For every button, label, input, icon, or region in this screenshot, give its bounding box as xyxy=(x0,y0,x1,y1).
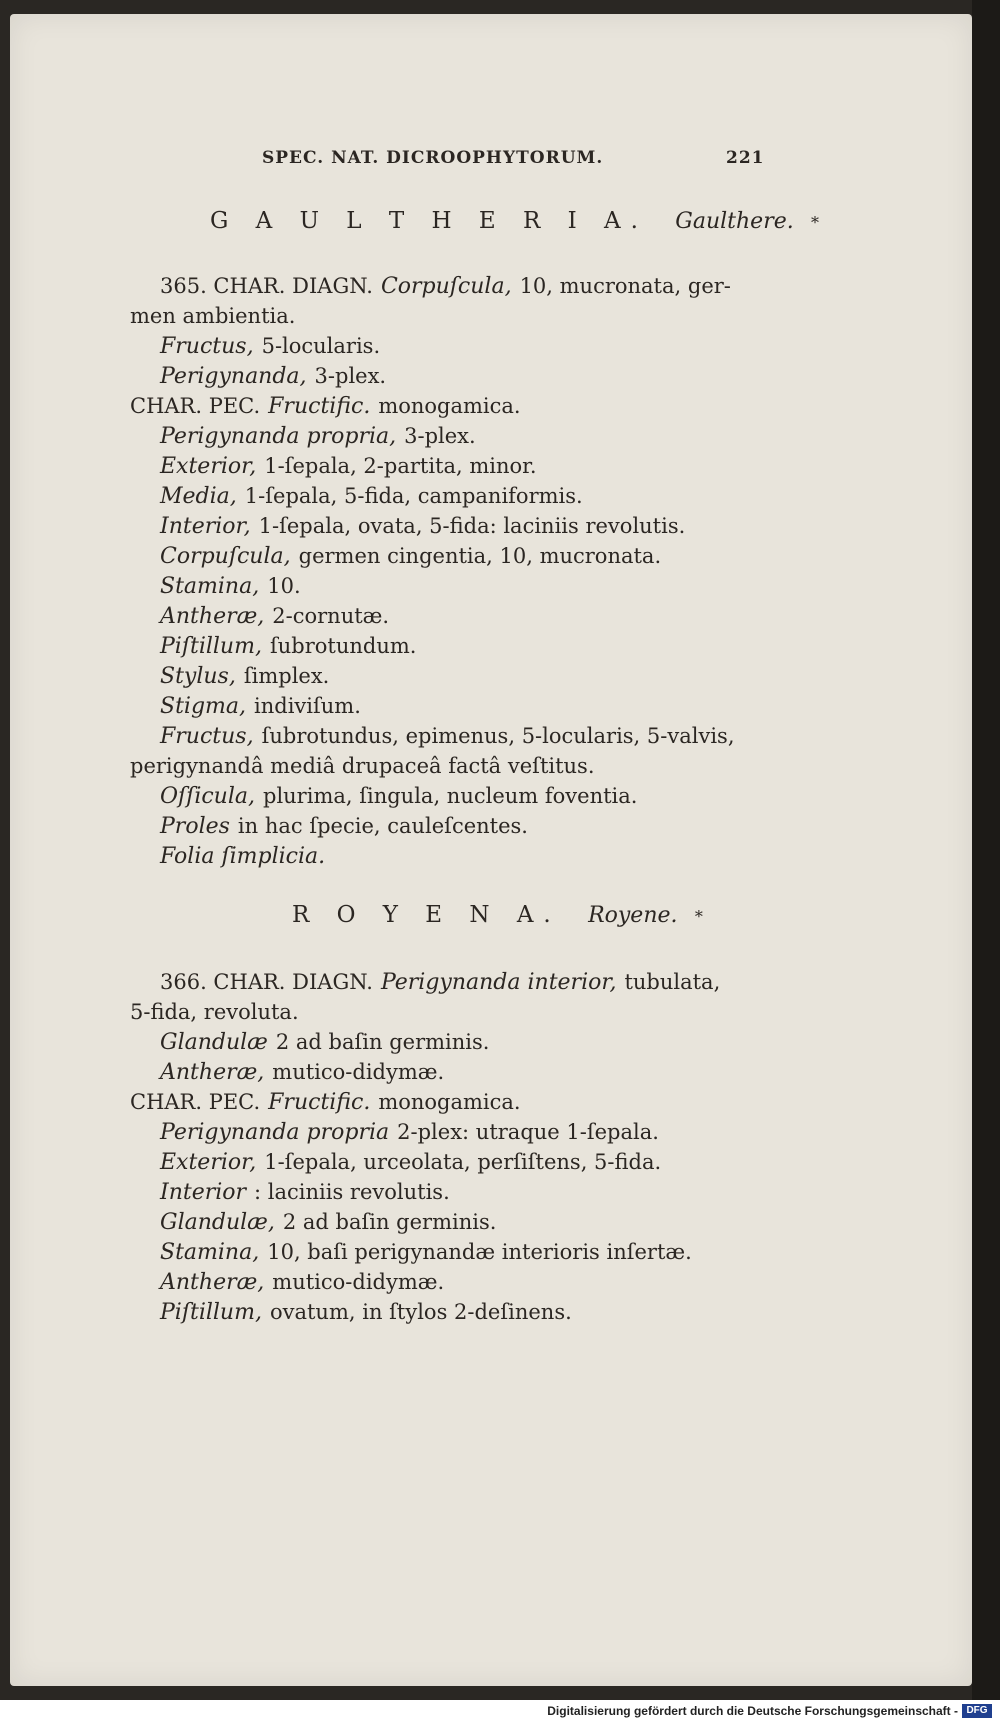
term-italic: Exterior, xyxy=(160,1150,257,1175)
description-line xyxy=(130,306,303,327)
term-italic: Folia ſimplicia. xyxy=(160,844,326,869)
term-italic: Perigynanda, xyxy=(160,364,307,389)
description-line xyxy=(160,336,388,358)
term-italic: Perigynanda propria, xyxy=(160,424,397,449)
line-text: 1-ſepala, 5-fida, campaniformis. xyxy=(244,484,583,508)
description-line xyxy=(160,1122,667,1144)
description-line xyxy=(160,576,309,598)
asterisk-mark: * xyxy=(694,907,703,926)
page-number: 221 xyxy=(726,148,765,168)
term-italic: Proles xyxy=(160,814,230,839)
term-italic: Exterior, xyxy=(160,454,257,479)
common-name: Royene. xyxy=(588,903,678,928)
term-italic: Stamina, xyxy=(160,1240,260,1265)
line-heading: 366. CHAR. DIAGN. xyxy=(160,970,373,994)
line-text: tubulata, xyxy=(624,970,721,994)
term-italic: Fructific. xyxy=(268,1090,371,1115)
term-italic: Corpuſcula, xyxy=(160,544,291,569)
description-line xyxy=(160,972,728,994)
description-line xyxy=(160,666,337,688)
genus-name: R O Y E N A. xyxy=(292,902,561,928)
book-page xyxy=(10,14,972,1686)
line-text: 10. xyxy=(267,574,301,598)
genus-name: G A U L T H E R I A. xyxy=(210,208,648,234)
description-line xyxy=(160,546,669,568)
running-title: SPEC. NAT. DICROOPHYTORUM. xyxy=(262,148,604,168)
description-line xyxy=(130,396,529,418)
line-text: 1-ſepala, ovata, 5-fida: laciniis revolutis. xyxy=(258,514,686,538)
description-line xyxy=(130,1092,529,1114)
term-italic: Antheræ, xyxy=(160,604,265,629)
line-text: in hac ſpecie, cauleſcentes. xyxy=(237,814,528,838)
line-text: mutico-didymæ. xyxy=(272,1060,445,1084)
line-text: 3-plex. xyxy=(404,424,476,448)
dfg-logo: DFG xyxy=(962,1704,992,1718)
line-heading: CHAR. PEC. xyxy=(130,1090,261,1114)
line-heading: CHAR. PEC. xyxy=(130,394,261,418)
line-text: monogamica. xyxy=(378,394,521,418)
line-text: 3-plex. xyxy=(314,364,387,388)
term-italic: Fructus, xyxy=(160,724,254,749)
line-text: 1-ſepala, urceolata, perſiſtens, 5-fida. xyxy=(264,1150,662,1174)
description-line xyxy=(160,1302,580,1324)
description-line xyxy=(160,726,743,748)
line-text: 10, baſi perigynandæ interioris inſertæ. xyxy=(267,1240,692,1264)
description-line xyxy=(160,1182,458,1204)
term-italic: Glandulæ, xyxy=(160,1210,275,1235)
description-line xyxy=(160,1242,700,1264)
term-italic: Corpuſcula, xyxy=(380,274,512,299)
line-text: ſimplex. xyxy=(243,664,330,688)
term-italic: Perigynanda propria xyxy=(160,1120,390,1145)
term-italic: Stigma, xyxy=(160,694,247,719)
genus-title-royena xyxy=(292,904,703,927)
line-text: germen cingentia, 10, mucronata. xyxy=(298,544,662,568)
description-line xyxy=(160,816,536,838)
line-text: ſubrotundus, epimenus, 5-locularis, 5-valvis, xyxy=(261,724,735,748)
term-italic: Fructus, xyxy=(160,334,254,359)
term-italic: Oſſicula, xyxy=(160,784,255,809)
description-line xyxy=(130,756,603,777)
description-line xyxy=(160,1272,452,1294)
term-italic: Interior xyxy=(160,1180,247,1205)
line-text: plurima, ſingula, nucleum foventia. xyxy=(263,784,638,808)
description-line xyxy=(160,276,739,298)
term-italic: Media, xyxy=(160,484,237,509)
term-italic: Stylus, xyxy=(160,664,236,689)
line-heading: 365. CHAR. DIAGN. xyxy=(160,274,373,298)
line-text: 2-cornutæ. xyxy=(272,604,390,628)
genus-title-gaultheria xyxy=(210,210,819,233)
term-italic: Piſtillum, xyxy=(160,1300,262,1325)
term-italic: Fructific. xyxy=(268,394,371,419)
book-edge xyxy=(972,0,1000,1700)
description-line xyxy=(160,366,394,388)
term-italic: Piſtillum, xyxy=(160,634,262,659)
term-italic: Perigynanda interior, xyxy=(380,970,617,995)
description-line xyxy=(160,1152,669,1174)
description-line xyxy=(160,516,693,538)
description-line xyxy=(160,486,591,508)
description-line xyxy=(160,1212,504,1234)
asterisk-mark: * xyxy=(811,213,820,232)
line-text: 2 ad baſin germinis. xyxy=(275,1030,490,1054)
term-italic: Antheræ, xyxy=(160,1270,265,1295)
line-text: 5-fida, revoluta. xyxy=(130,1000,299,1024)
line-text: monogamica. xyxy=(378,1090,521,1114)
description-line xyxy=(160,786,645,808)
description-line xyxy=(130,1002,307,1023)
description-line xyxy=(160,426,484,448)
line-text: ovatum, in ſtylos 2-deſinens. xyxy=(269,1300,572,1324)
line-text: 2-plex: utraque 1-ſepala. xyxy=(397,1120,659,1144)
description-line xyxy=(160,1062,452,1084)
funding-credit: Digitalisierung gefördert durch die Deutsche Forschungsgemeinschaft - xyxy=(547,1704,958,1718)
footer-bar xyxy=(0,1700,1000,1723)
line-text: ſubrotundum. xyxy=(269,634,417,658)
description-line xyxy=(160,846,333,868)
line-text: perigynandâ mediâ drupaceâ factâ veſtitus. xyxy=(130,754,595,778)
description-line xyxy=(160,636,424,658)
term-italic: Glandulæ xyxy=(160,1030,268,1055)
term-italic: Stamina, xyxy=(160,574,260,599)
line-text: mutico-didymæ. xyxy=(272,1270,445,1294)
common-name: Gaulthere. xyxy=(675,209,794,234)
line-text: 10, mucronata, ger- xyxy=(519,274,731,298)
description-line xyxy=(160,1032,497,1054)
line-text: indiviſum. xyxy=(254,694,361,718)
description-line xyxy=(160,456,545,478)
description-line xyxy=(160,606,397,628)
line-text: : laciniis revolutis. xyxy=(254,1180,450,1204)
line-text: 5-locularis. xyxy=(261,334,381,358)
description-line xyxy=(160,696,369,718)
term-italic: Antheræ, xyxy=(160,1060,265,1085)
line-text: men ambientia. xyxy=(130,304,296,328)
line-text: 1-ſepala, 2-partita, minor. xyxy=(264,454,537,478)
term-italic: Interior, xyxy=(160,514,251,539)
line-text: 2 ad baſin germinis. xyxy=(282,1210,497,1234)
